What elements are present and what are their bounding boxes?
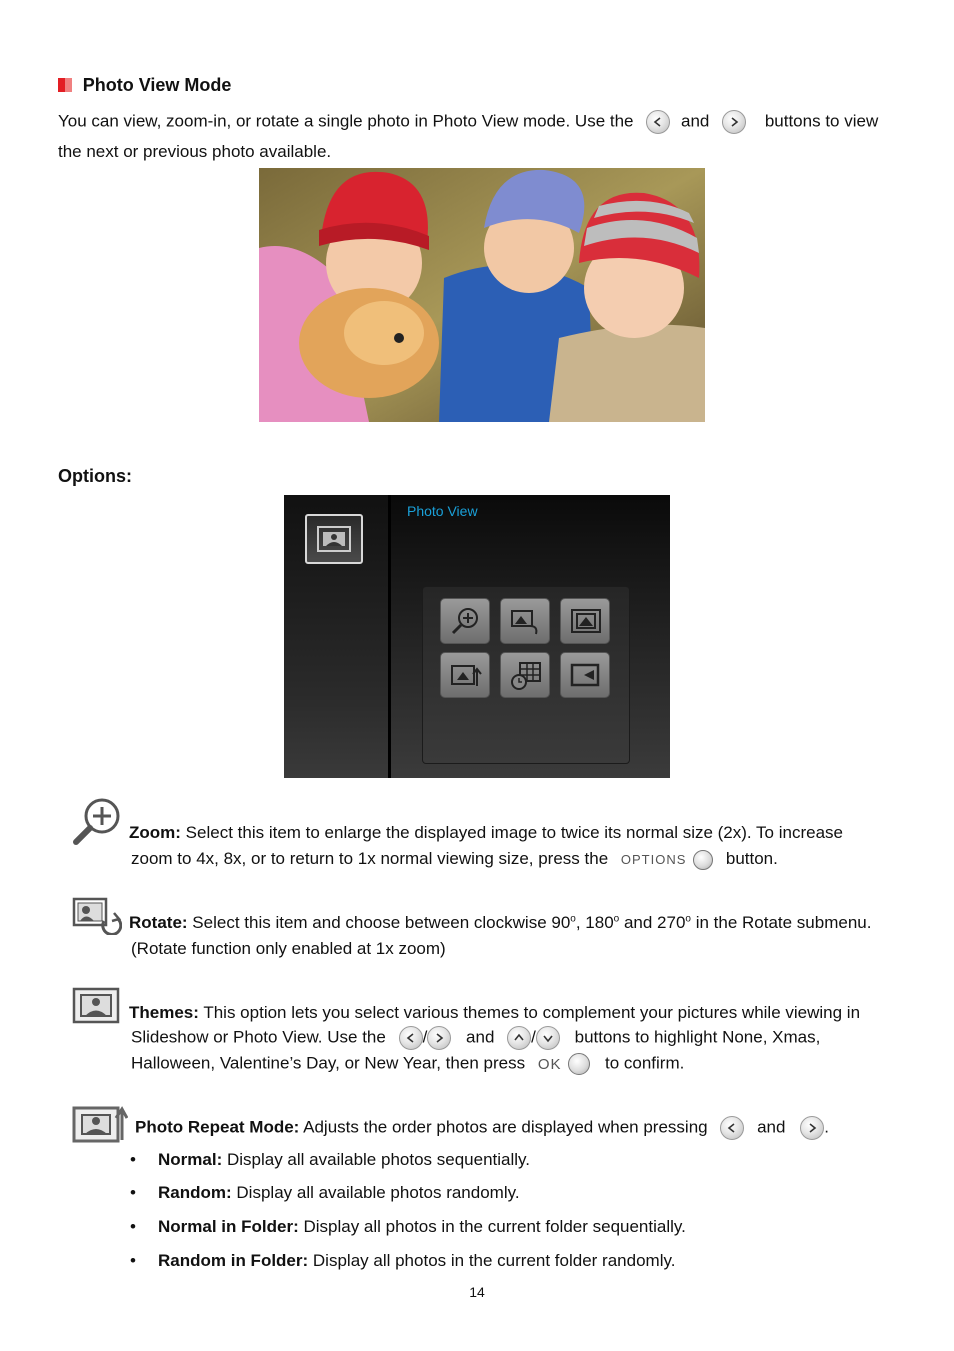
list-item: • Random: Display all available photos randomly. <box>130 1183 520 1202</box>
rotate-line-2: (Rotate function only enabled at 1x zoom) <box>131 939 446 958</box>
ok-button-icon <box>568 1053 590 1075</box>
options-button-icon <box>693 850 713 870</box>
rotate-icon <box>510 606 542 638</box>
page-number: 14 <box>469 1284 485 1300</box>
right-arrow-icon <box>722 110 746 134</box>
right-arrow-icon <box>427 1026 451 1050</box>
up-arrow-icon <box>507 1026 531 1050</box>
slideshow-icon <box>570 660 602 692</box>
screen-sidebar <box>284 495 391 778</box>
options-key-label: OPTIONS <box>620 852 687 868</box>
list-item: • Normal in Folder: Display all photos in the current folder sequentially. <box>130 1217 686 1236</box>
screen-title: Photo View <box>407 503 478 519</box>
right-arrow-icon <box>800 1116 824 1140</box>
photo-repeat-icon <box>72 1104 128 1149</box>
themes-icon <box>570 606 602 638</box>
photo-view-mode-icon[interactable] <box>305 514 363 564</box>
list-item: • Normal: Display all available photos sequentially. <box>130 1150 530 1169</box>
rotate-icon <box>72 897 122 940</box>
zoom-icon <box>450 606 482 638</box>
rotate-line-1: Rotate: Select this item and choose between clockwise 90$^o$, 180$^o$ and 270$^o$ in the Rotate submenu. <box>129 913 872 932</box>
themes-line-3: Halloween, Valentine’s Day, or New Year, then press OK to confirm. <box>131 1053 684 1075</box>
zoom-option-tile[interactable] <box>440 598 490 644</box>
options-heading: Options: <box>58 466 132 486</box>
left-arrow-icon <box>646 110 670 134</box>
ok-key-label: OK <box>537 1055 562 1073</box>
rotate-option-tile[interactable] <box>500 598 550 644</box>
calendar-option-tile[interactable] <box>500 652 550 698</box>
section-title: Photo View Mode <box>82 75 232 95</box>
slideshow-option-tile[interactable] <box>560 652 610 698</box>
themes-line-1: Themes: This option lets you select various themes to complement your pictures while viewing in <box>129 1003 861 1022</box>
options-panel <box>422 586 630 764</box>
section-heading <box>58 75 231 96</box>
themes-option-tile[interactable] <box>560 598 610 644</box>
down-arrow-icon <box>536 1026 560 1050</box>
zoom-line-1: Zoom: Select this item to enlarge the displayed image to twice its normal size (2x). To increase <box>129 823 843 842</box>
photo-view-screen <box>284 495 670 778</box>
themes-line-2: Slideshow or Photo View. Use the / and / buttons to highlight None, Xmas, <box>131 1026 820 1050</box>
left-arrow-icon <box>399 1026 423 1050</box>
intro-line-1: You can view, zoom-in, or rotate a single photo in Photo View mode. Use the and buttons to view <box>58 110 878 134</box>
heading-marker-icon <box>58 78 72 92</box>
sample-photo <box>259 168 705 422</box>
repeat-line: Photo Repeat Mode: Adjusts the order photos are displayed when pressing and . <box>135 1116 829 1140</box>
left-arrow-icon <box>720 1116 744 1140</box>
calendar-clock-icon <box>510 660 542 692</box>
zoom-line-2: zoom to 4x, 8x, or to return to 1x normal viewing size, press the OPTIONS button. <box>131 849 778 868</box>
photo-repeat-icon <box>450 660 482 692</box>
zoom-icon <box>72 797 122 850</box>
screen-main <box>391 495 670 778</box>
themes-icon <box>72 987 120 1030</box>
list-item: • Random in Folder: Display all photos in the current folder randomly. <box>130 1251 676 1270</box>
intro-line-2: the next or previous photo available. <box>58 142 332 161</box>
photo-repeat-option-tile[interactable] <box>440 652 490 698</box>
